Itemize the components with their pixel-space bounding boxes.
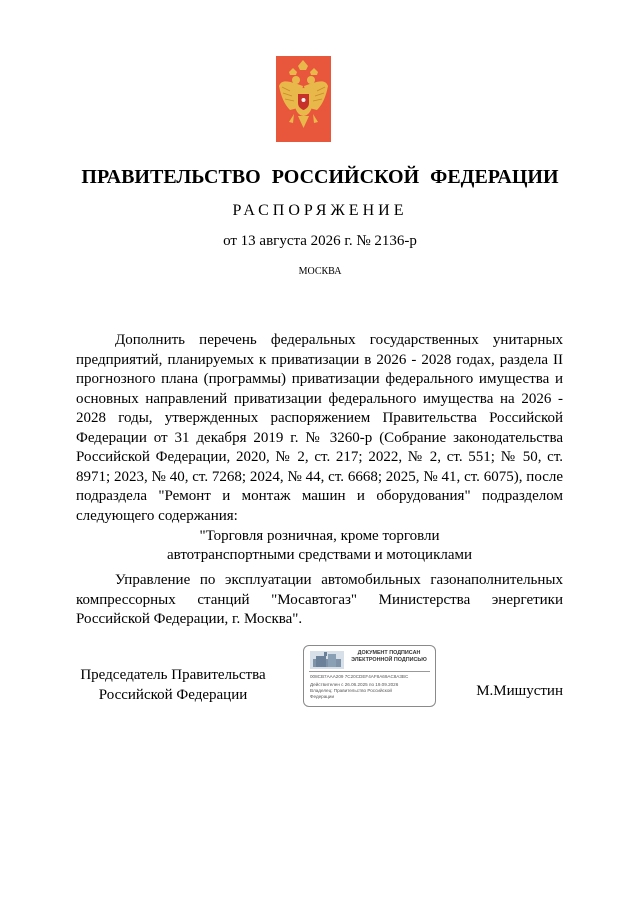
coat-of-arms-emblem xyxy=(276,56,331,142)
signer-position xyxy=(76,665,270,705)
signer-name: М.Мишустин xyxy=(476,683,563,699)
russian-coat-of-arms-icon xyxy=(276,56,331,142)
electronic-signature-stamp xyxy=(303,645,436,707)
building-icon xyxy=(310,651,344,669)
signer-position-line: Российской Федерации xyxy=(98,687,248,703)
enterprise-paragraph: Управление по эксплуатации автомобильных газонаполнительных компрессорных станций "Мосавтогаз" Министерства энергетики Российской Федерации, г. Москва". xyxy=(76,572,563,627)
certificate-validity: Действителен с 26.06.2025 по 19.09.2026 xyxy=(310,682,399,687)
main-paragraph: Дополнить перечень федеральных государственных унитарных предприятий, планируемых к приватизации в 2026 - 2028 годах, раздела II прогнозного плана (программы) приватизации федерального имущества и основных направлений приватизации федерального имущества на 2026 - 2028 годы, утвержденных распоряжением Правительства Российской Федерации от 31 декабря 2019 г. № 3260-р (Собрание законодательства Российской Федерации, 2020, № 2, ст. 217; 2022, № 2, ст. 551; № 50, ст. 8971; 2023, № 40, ст. 7268; 2024, № 44, ст. 6668; 2025, № 41, ст. 6075), после подраздела "Ремонт и монтаж машин и оборудования" подразделом следующего содержания: xyxy=(76,332,563,524)
stamp-title-line: ЭЛЕКТРОННОЙ ПОДПИСЬЮ xyxy=(351,657,427,663)
certificate-owner: Владелец: Правительство Российской xyxy=(310,688,392,693)
inserted-subsection-title xyxy=(76,527,563,564)
certificate-serial: 008CB7AAA209 7C20CDEF4AF8A69AC8A3BC xyxy=(310,674,409,679)
document-date-number: от 13 августа 2026 г. № 2136-р xyxy=(223,233,417,249)
quote-line: автотранспортными средствами и мотоциклами xyxy=(166,546,473,563)
document-city: МОСКВА xyxy=(298,266,342,277)
quote-line: "Торговля розничная, кроме торговли xyxy=(199,528,440,544)
stamp-title-line: ДОКУМЕНТ ПОДПИСАН xyxy=(357,650,421,656)
document-type: РАСПОРЯЖЕНИЕ xyxy=(232,202,408,219)
government-title: ПРАВИТЕЛЬСТВО РОССИЙСКОЙ ФЕДЕРАЦИИ xyxy=(81,166,559,188)
stamp-divider xyxy=(309,671,430,672)
signer-position-line: Председатель Правительства xyxy=(80,667,266,683)
stamp-title xyxy=(346,650,432,664)
certificate-owner: Федерации xyxy=(310,694,335,699)
